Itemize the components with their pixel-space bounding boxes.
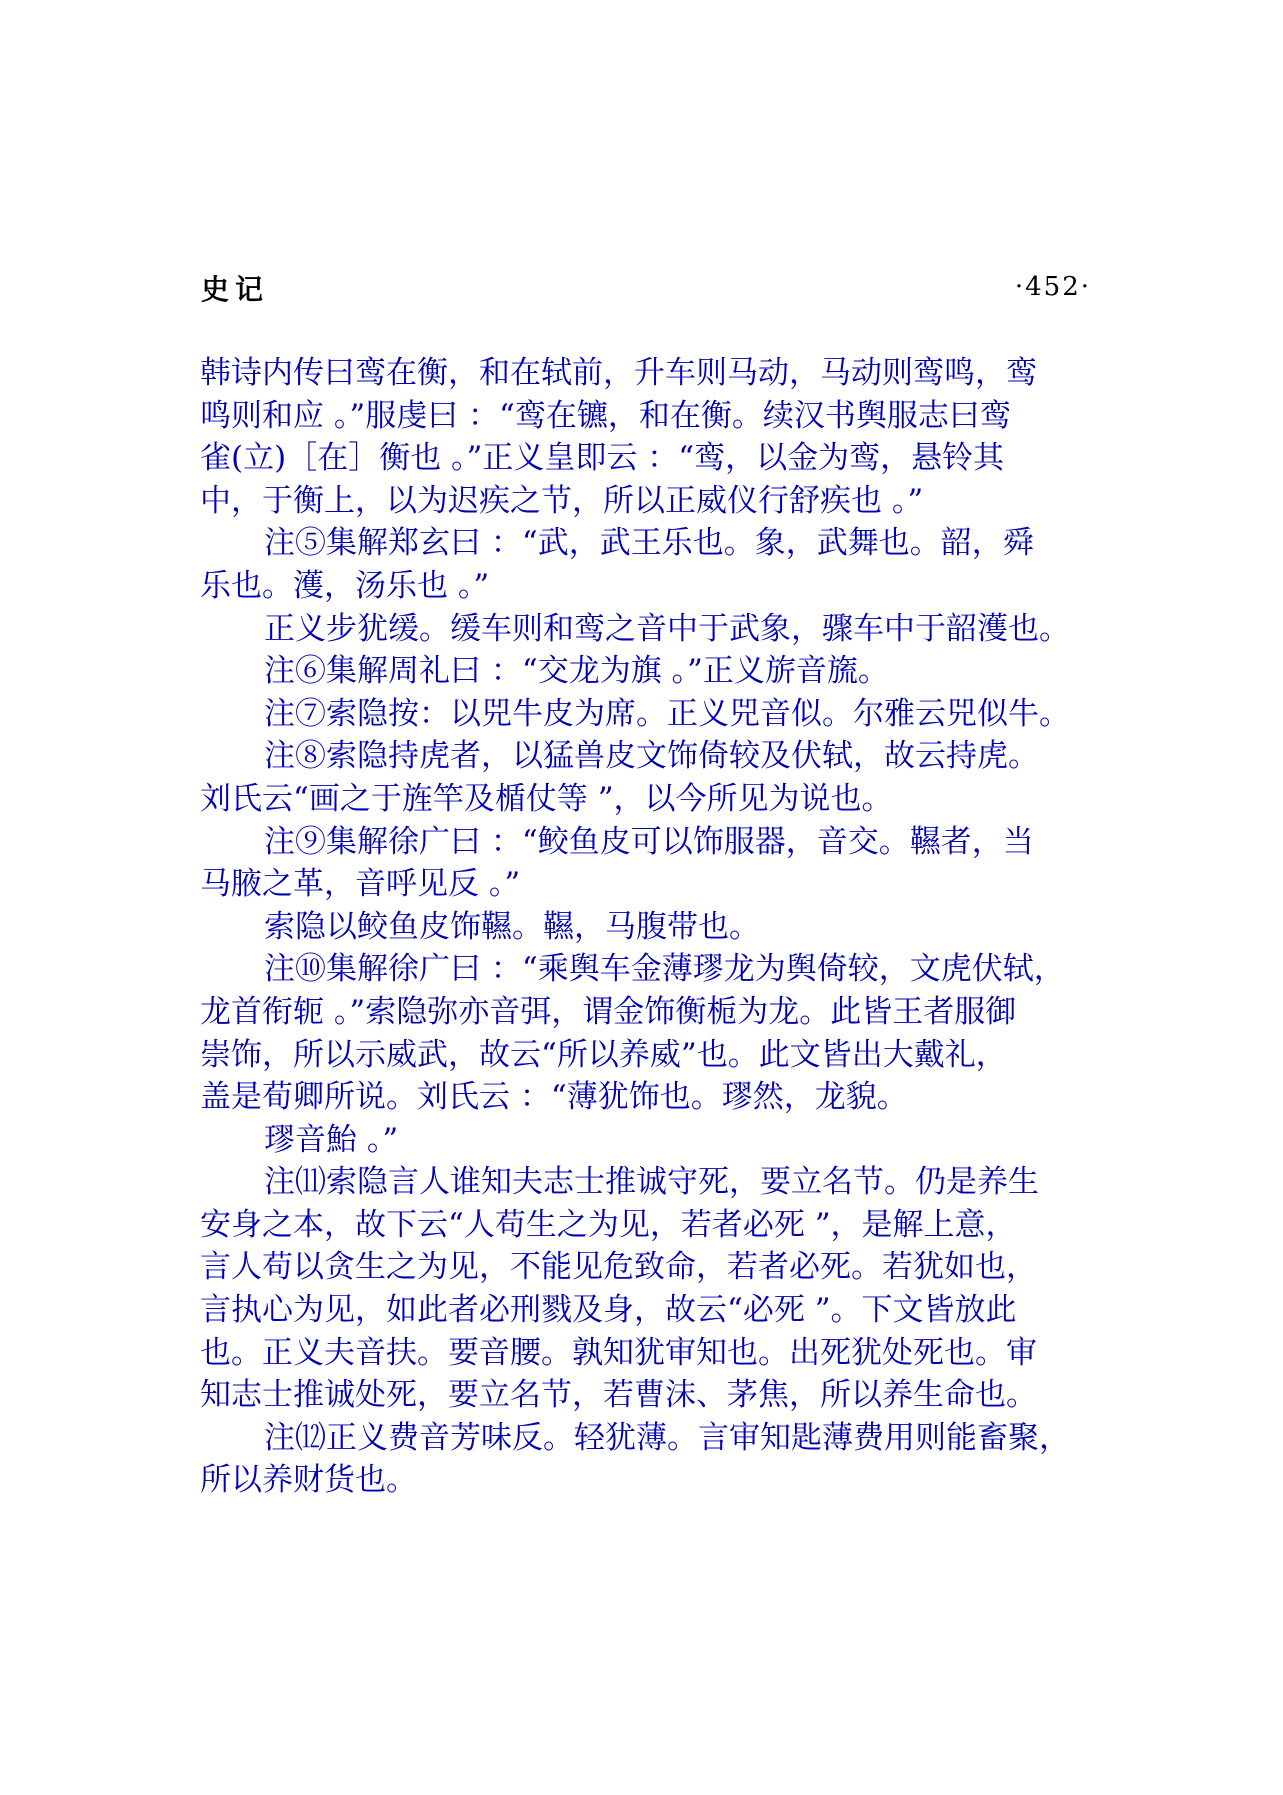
- text-line: 言执心为见，如此者必刑戮及身，故云“必死 ”。下文皆放此: [200, 1292, 1017, 1329]
- text-line: 安身之本，故下云“人苟生之为见，若者必死 ”，是解上意，: [200, 1206, 1017, 1243]
- text-line: 也。正义夫音扶。要音腰。孰知犹审知也。出死犹处死也。审: [200, 1334, 1037, 1371]
- text-line: 注⑤集解郑玄曰 ：“武，武王乐也。象，武舞也。韶，舜: [264, 525, 1034, 562]
- text-line: 注⑧索隐持虎者，以猛兽皮文饰倚较及伏轼，故云持虎。: [264, 738, 1039, 775]
- text-line: 崇饰，所以示威武，故云“所以养威”也。此文皆出大戴礼，: [200, 1036, 1007, 1073]
- text-line: 鸣则和应 。”服虔曰 ：“鸾在镳，和在衡。续汉书舆服志曰鸾: [200, 397, 1011, 434]
- text-line: 龙首衔轭 。”索隐弥亦音弭，谓金饰衡栀为龙。此皆王者服御: [200, 993, 1017, 1030]
- text-line: 注⑩集解徐广曰 ：“乘舆车金薄璆龙为舆倚较，文虎伏轼，: [264, 951, 1065, 988]
- text-line: 雀(立)［在］衡也 。”正义皇即云 ：“鸾，以金为鸾，悬铃其: [200, 440, 1005, 477]
- text-line: 中，于衡上，以为迟疾之节，所以正威仪行舒疾也 。”: [200, 482, 924, 519]
- text-line: 注⑿正义费音芳味反。轻犹薄。言审知匙薄费用则能畜聚，: [264, 1419, 1070, 1456]
- text-line: 注⑨集解徐广曰 ：“鲛鱼皮可以饰服器，音交。韅者，当: [264, 823, 1034, 860]
- text-line: 所以养财货也。: [200, 1462, 417, 1499]
- text-line: 马腋之革，音呼见反 。”: [200, 866, 521, 903]
- text-line: 言人苟以贪生之为见，不能见危致命，若者必死。若犹如也，: [200, 1249, 1037, 1286]
- book-title: 史记: [201, 273, 270, 306]
- body-text: [200, 352, 1105, 1502]
- text-line: 韩诗内传曰鸾在衡，和在轼前，升车则马动，马动则鸾鸣，鸾: [200, 355, 1037, 391]
- text-line: 刘氏云“画之于旌竿及楯仗等 ”，以今所见为说也。: [200, 780, 893, 817]
- text-line: 注⑥集解周礼曰 ：“交龙为旗 。”正义旂音旒。: [264, 653, 889, 690]
- text-line: 知志士推诚处死，要立名节，若曹沫、茅焦，所以养生命也。: [200, 1377, 1037, 1414]
- text-line: 索隐以鲛鱼皮饰韅。韅，马腹带也。: [264, 908, 760, 945]
- text-line: 盖是荀卿所说。刘氏云 ：“薄犹饰也。璆然，龙貌。: [200, 1079, 908, 1116]
- text-line: 注⑦索隐按：以兕牛皮为席。正义兕音似。尔雅云兕似牛。: [264, 695, 1070, 732]
- page-number: ·452·: [1014, 272, 1091, 302]
- text-line: 注⑾索隐言人谁知夫志士推诚守死，要立名节。仍是养生: [264, 1164, 1039, 1201]
- page-header: [201, 268, 1091, 316]
- text-line: 璆音鮐 。”: [264, 1121, 399, 1158]
- text-line: 正义步犹缓。缓车则和鸾之音中于武象，骤车中于韶濩也。: [264, 610, 1070, 647]
- text-line: 乐也。濩，汤乐也 。”: [200, 567, 490, 604]
